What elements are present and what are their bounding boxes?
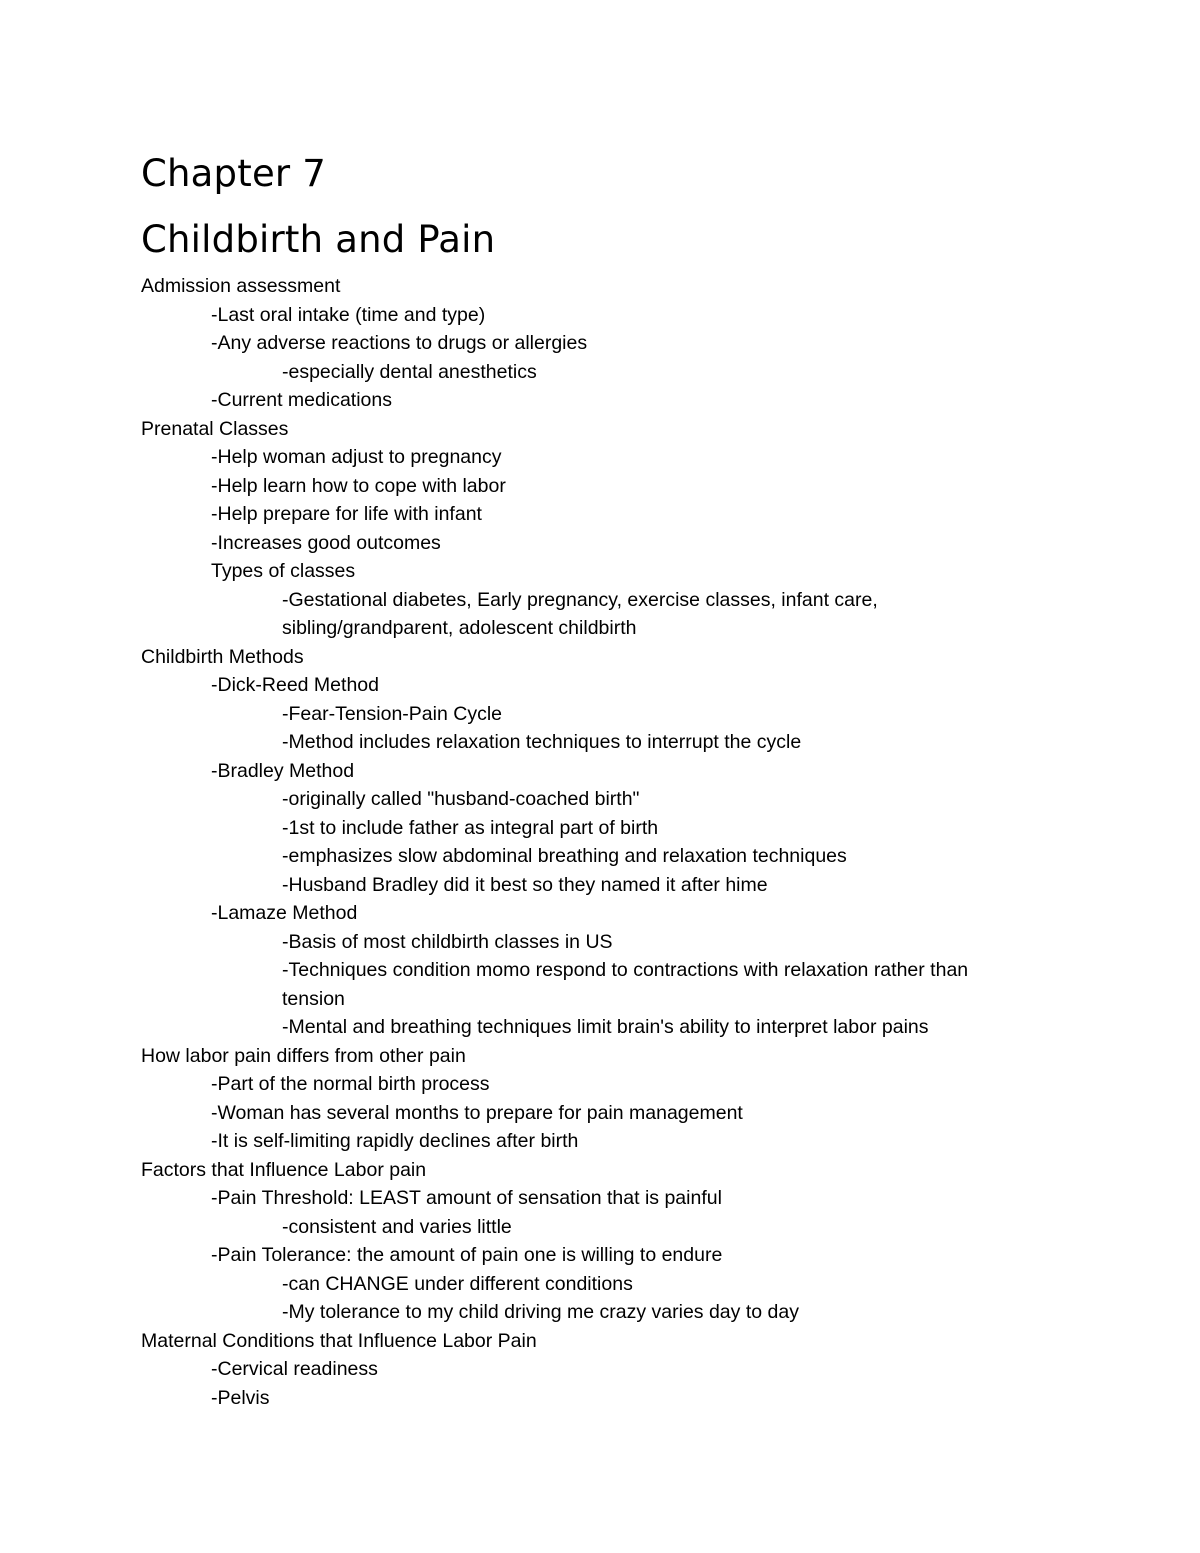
bullet-item: -Bradley Method	[211, 759, 355, 782]
section-heading: Childbirth Methods	[141, 645, 304, 668]
bullet-item: -Increases good outcomes	[211, 531, 441, 554]
sub-bullet-item: -especially dental anesthetics	[282, 360, 537, 383]
bullet-item: Types of classes	[211, 560, 356, 582]
bullet-item: -Help learn how to cope with labor	[211, 474, 506, 497]
chapter-title: Childbirth and Pain	[141, 218, 496, 261]
sub-bullet-item: -consistent and varies little	[282, 1215, 512, 1238]
bullet-item: -Lamaze Method	[211, 902, 358, 924]
section-heading: Admission assessment	[141, 275, 341, 297]
bullet-item: -Pain Tolerance: the amount of pain one is willing to endure	[211, 1244, 723, 1266]
sub-bullet-item: -emphasizes slow abdominal breathing and relaxation techniques	[282, 845, 847, 867]
bullet-item: -Part of the normal birth process	[211, 1073, 490, 1095]
sub-bullet-item: -Mental and breathing techniques limit brain's ability to interpret labor pains	[282, 1016, 929, 1038]
bullet-item: -Help woman adjust to pregnancy	[211, 446, 502, 468]
sub-bullet-item: -Basis of most childbirth classes in US	[282, 930, 613, 953]
sub-bullet-item: tension	[282, 987, 345, 1010]
sub-bullet-item: -can CHANGE under different conditions	[282, 1272, 633, 1295]
bullet-item: -Pelvis	[211, 1386, 270, 1409]
sub-bullet-item: -Fear-Tension-Pain Cycle	[282, 702, 502, 725]
sub-bullet-item: -Gestational diabetes, Early pregnancy, exercise classes, infant care,	[282, 588, 878, 611]
bullet-item: -Any adverse reactions to drugs or allergies	[211, 332, 588, 354]
section-heading: Factors that Influence Labor pain	[141, 1158, 427, 1181]
sub-bullet-item: sibling/grandparent, adolescent childbirth	[282, 617, 637, 639]
sub-bullet-item: -Husband Bradley did it best so they named it after hime	[282, 873, 768, 896]
sub-bullet-item: -Method includes relaxation techniques to interrupt the cycle	[282, 731, 802, 753]
section-heading: Maternal Conditions that Influence Labor Pain	[141, 1329, 537, 1352]
bullet-item: -Woman has several months to prepare for pain management	[211, 1101, 743, 1124]
bullet-item: -Last oral intake (time and type)	[211, 303, 486, 326]
bullet-item: -Current medications	[211, 389, 392, 411]
sub-bullet-item: -Techniques condition momo respond to contractions with relaxation rather than	[282, 959, 969, 981]
sub-bullet-item: -1st to include father as integral part of birth	[282, 816, 659, 839]
sub-bullet-item: -My tolerance to my child driving me crazy varies day to day	[282, 1301, 799, 1323]
bullet-item: -Dick-Reed Method	[211, 674, 379, 696]
section-heading: Prenatal Classes	[141, 417, 289, 440]
bullet-item: -Help prepare for life with infant	[211, 503, 482, 525]
bullet-item: -Cervical readiness	[211, 1358, 378, 1380]
bullet-item: -Pain Threshold: LEAST amount of sensation that is painful	[211, 1187, 722, 1209]
section-heading: How labor pain differs from other pain	[141, 1044, 466, 1067]
notes-body	[141, 272, 1101, 1412]
chapter-heading: Chapter 7	[141, 152, 327, 195]
sub-bullet-item: -originally called "husband-coached birth"	[282, 788, 640, 810]
bullet-item: -It is self-limiting rapidly declines after birth	[211, 1130, 579, 1152]
